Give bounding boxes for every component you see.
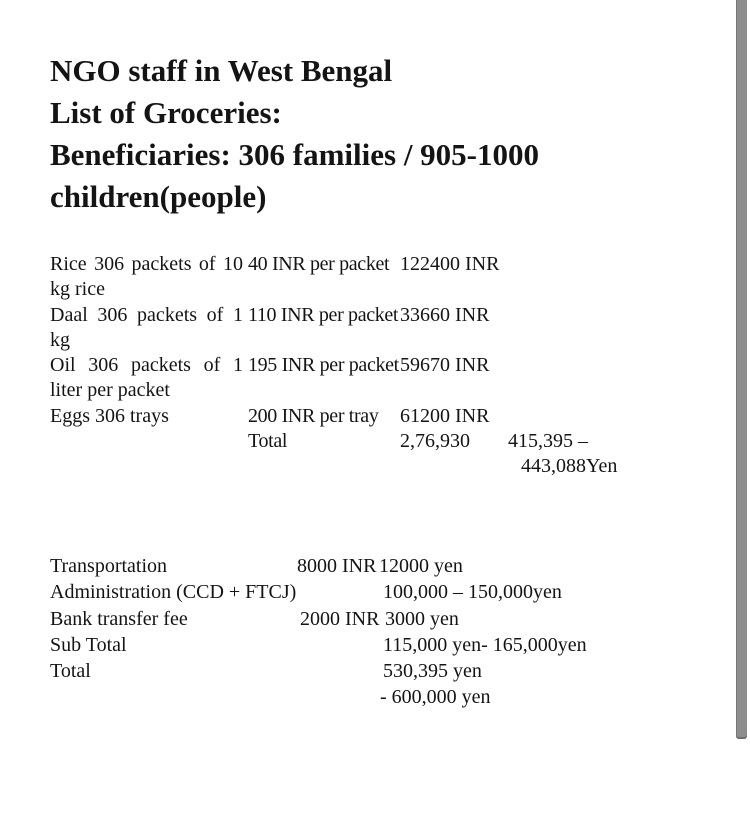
- table-row-oil: [50, 353, 698, 404]
- title-line-4: children(people): [50, 179, 267, 214]
- scrollbar-thumb[interactable]: [736, 0, 747, 739]
- title-line-1: NGO staff in West Bengal: [50, 53, 393, 88]
- total-inr-cell: 33660 INR: [400, 303, 490, 326]
- item-cell: [50, 353, 243, 404]
- cost-yen: 12000 yen: [379, 555, 463, 577]
- cost-label: Sub Total: [50, 633, 127, 656]
- grand-total-yen-line2: - 600,000 yen: [380, 686, 491, 709]
- total-yen-cell: [508, 429, 617, 480]
- item-text-line1: Daal 306 packets of 1: [50, 303, 243, 326]
- item-text-line2: kg: [50, 328, 70, 351]
- table-row-daal: [50, 303, 698, 354]
- cost-label: Transportation: [50, 555, 168, 577]
- table-row-bank-transfer-fee: [50, 606, 698, 632]
- cost-yen: 115,000 yen- 165,000yen: [383, 633, 587, 656]
- title-line-2: List of Groceries:: [50, 95, 282, 130]
- cost-yen: 3000 yen: [385, 607, 459, 630]
- cost-label: Bank transfer fee: [50, 607, 188, 630]
- item-text-line1: Oil 306 packets of 1: [50, 354, 243, 377]
- title-line-3: Beneficiaries: 306 families / 905-1000: [50, 137, 540, 172]
- total-inr-cell: 59670 INR: [400, 354, 490, 377]
- cost-label: Total: [50, 660, 91, 683]
- item-text-line2: kg rice: [50, 278, 105, 301]
- table-row-transportation: [50, 553, 698, 579]
- cost-inr: 2000 INR: [300, 607, 380, 630]
- total-inr-cell: 2,76,930: [400, 430, 470, 453]
- total-label-cell: Total: [248, 430, 288, 453]
- item-cell: [50, 303, 243, 354]
- groceries-table: [50, 252, 698, 480]
- item-text-line1: Rice 306 packets of 10: [50, 253, 243, 275]
- unit-price-cell: 110 INR per packet: [248, 303, 399, 326]
- cost-yen: 100,000 – 150,000yen: [383, 581, 562, 604]
- cost-yen: [380, 658, 491, 711]
- total-inr-cell: 122400 INR: [400, 253, 500, 275]
- item-cell: [50, 252, 243, 303]
- yen-range-line2: 443,088Yen: [521, 455, 618, 478]
- unit-price-cell: 195 INR per packet: [248, 354, 399, 377]
- total-inr-cell: 61200 INR: [400, 404, 490, 427]
- costs-table: [50, 553, 698, 711]
- table-row-grand-total: [50, 658, 698, 711]
- document-title: [50, 50, 670, 218]
- item-cell: [50, 404, 243, 429]
- cost-label: Administration (CCD + FTCJ): [50, 581, 297, 604]
- table-row-groceries-total: [50, 429, 698, 480]
- table-row-administration: [50, 579, 698, 605]
- table-row-eggs: [50, 404, 698, 429]
- item-text-line2: liter per packet: [50, 379, 170, 402]
- grand-total-yen-line1: 530,395 yen: [383, 660, 482, 683]
- item-text-line1: Eggs 306 trays: [50, 404, 169, 427]
- table-row-rice: [50, 252, 698, 303]
- unit-price-cell: 40 INR per packet: [248, 253, 390, 275]
- cost-inr: 8000 INR: [297, 555, 377, 577]
- yen-range-line1: 415,395 –: [508, 430, 588, 453]
- unit-price-cell: 200 INR per tray: [248, 404, 379, 427]
- table-row-sub-total: [50, 632, 698, 658]
